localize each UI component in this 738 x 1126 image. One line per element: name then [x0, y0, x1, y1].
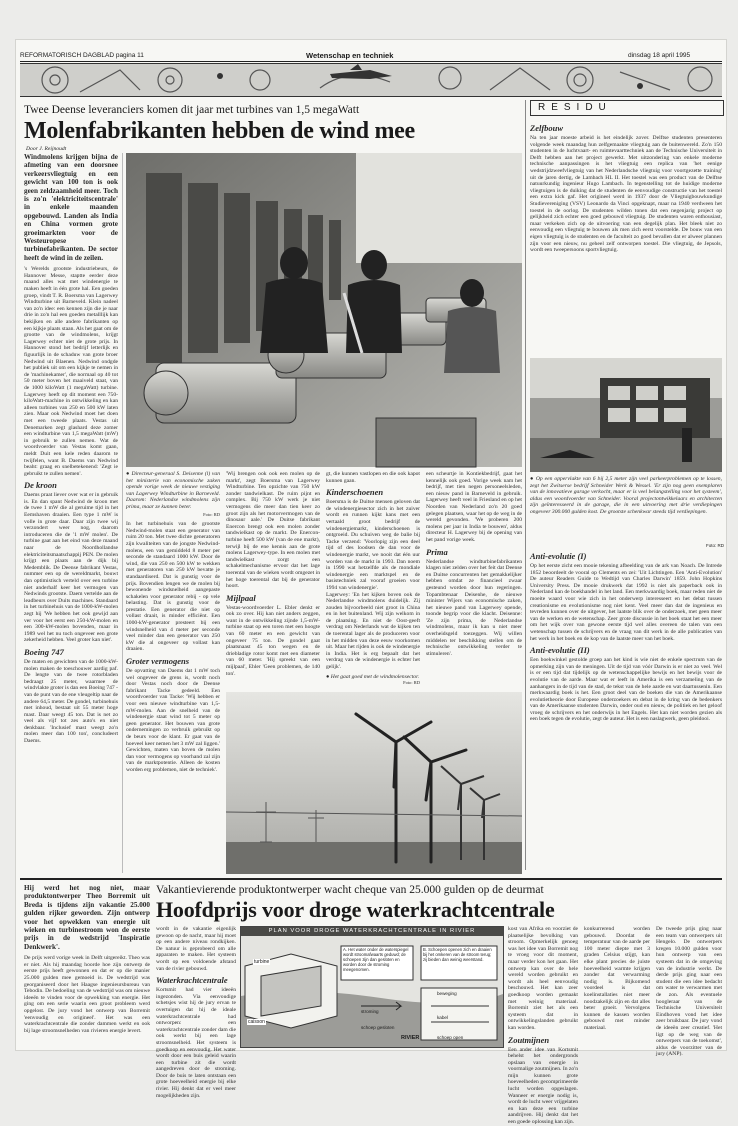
residu-caption-text: Op een oppervlakte van 6 bij 2,5 meter zijn veel parkeerproblemen op te lossen, zegt het Zwitserse bedrijf Schneider Werk & Wessel. 'Er zijn nog geen exemplaren van de innovatieve garage verkocht, maar er is veel belangstelling voor het systeem', aldus een woordvoerder van Schneider. Vooral projectontwikkelaars en architecten zijn geïnteresseerd in de garage, die in een uitvoering met drie verdiepingen ongeveer 300.000 gulden kost. De grootste schenkwar steeds tijd verdiepingen.: [530, 476, 722, 515]
story1-kicker: Twee Deense leveranciers komen dit jaar met turbines van 1,5 megaWatt: [24, 104, 360, 116]
story1-body-d: In het turbinehuis van de grootste Nedwind-molen staat een generator van ruim 20 ton. Met twee dichte generatoren zijn kwaliteiten van de jongste Nedwind-molens, een van gemiddeld 8 meter per seconde de standaard 1000 kW. Door de wind, die van 250 en 500 kW te wekken met generatoren van 250 kW bevatte je standaardiserd. Dat is gunstig voor de prijs. Bovendien lengen we de molen bij bewonende windsnelheid aangepaste schakelen voor generator rebij - op vele belasting. Dat is gunstig voor de prestatie. Een generator die niet op vollast draait, is minder efficiënt. Een 1000-kW-generator presteert bij een windsnelheid van 4 meter per seconde veel minder dan een generator van 250 kW die al ongeveer op vollast kan draaien.: [126, 521, 220, 653]
plan-diagram: [240, 926, 504, 1048]
subhead-boeing: Boeing 747: [24, 646, 64, 657]
story2-lead-column: [24, 884, 150, 1046]
subhead-anti-evolutie-1: Anti-evolutie (I): [530, 551, 587, 561]
story2-body-d: Een ander idee van Kortsmit behelst het ondergronds opslaan van energie in voormalige zoutmijnen. In zo'n mijn kunnen grote hoeveelheden gecomprimeerde lucht worden opgeslagen. Wanneer er energie nodig is, wordt de lucht weer vrijgelaten en kan deze een turbine aandrijven. Hij denkt dat het een goede oplossing kan zijn.: [508, 1046, 578, 1126]
story2-kicker: Vakantievierende produktontwerper wacht cheque van 25.000 gulden op de deurmat: [156, 884, 544, 896]
diagram-note-a: A. Het water onder de waterspiegel wordt stroomafwaarts geduwd; de schoepen zijn dan gesloten en worden door de stroming meegenomen.: [343, 947, 409, 972]
story1-column-5: [426, 471, 522, 687]
garage-photo-image: [530, 358, 722, 472]
diagram-label-turbine: turbine: [254, 959, 270, 965]
story1-body-k: een scheurtje in Kontiekbedrijf, gaat het kennelijk ook goed. Vorige week nam het bedrijf, met tien negen personeelsleden, een nieuw pand in Barneveld in gebruik. Lagerwey heeft veel in Friesland en op het Noorden van Nederland zo'n 20 goed gelegen plaatsen, waar het op de weg in de wereld gevonden. 'We proberen 200 molens per jaar in India te bouwen', aldus directeur H. Lagerwey bij de opening van het pand vorige week.: [426, 471, 522, 543]
newspaper-page: [16, 40, 726, 1126]
diagram-title: PLAN VOOR DROGE WATERKRACHTCENTRALE IN RIVIER: [241, 927, 503, 936]
caption-bullet-icon: ●: [126, 471, 132, 477]
story2-body-c: kost van Afrika en voorziet de plaatselijke bevolking van stroom. Opmerkelijk genoeg was het idee van Borremit nog te vroeg voor dit moment, maar verder kon het gaan. Het ontwerp kan over de hele wereld worden gebruikt en wordt als heel eenvoudig beschouwd. Het kan zeer goedkoop worden gemaakt met weinig materiaal. Borremit ziet het als een systeem dat in ontwikkelingslanden gebruikt kan worden.: [508, 926, 578, 1031]
diagram-label-rivier: RIVIER: [401, 1035, 420, 1041]
factory-photo-image: [126, 153, 522, 467]
residu-photo-credit: Foto: RD: [706, 543, 725, 548]
photo2-caption: [326, 674, 420, 681]
diagram-label-schoep-open: schoep open: [437, 1035, 464, 1040]
story1-body-h: gt, die kunnen vastlopen en die ook kapot kunnen gaan.: [326, 471, 420, 484]
subhead-zoutmijnen: Zoutmijnen: [508, 1034, 550, 1045]
diagram-label-schoep-gesloten: schoep gesloten: [361, 1025, 395, 1030]
subhead-waterkrachtcentrale: Waterkrachtcentrale: [156, 975, 228, 986]
banner-illustration: [20, 64, 722, 96]
story1-column-1: [24, 153, 118, 881]
story1-body-l: Nederlandse windturbinefabrikanten klagen niet zelden over het feit dat Deense en Duitse concurrenten het gemakkelijker hebben omdat ze financieel zwaar gesteund worden door hun regeringen. Topambtenaar Deisenhe, de nieuwe minister Wijers van economische zaken, het nieuwe pand van Lagerwey opende, toonde begrip voor die klacht. Deisenne: 'Ze zijn prima, de Nederlandse windmolens, maar ik kan u niet meer overheidsgeld toezeggen. Wij willen middelen ter beschikking stellen om de technische ontwikkeling verder te stimuleren'.: [426, 558, 522, 657]
story-divider: [20, 878, 722, 880]
section-title: Wetenschap en techniek: [306, 51, 394, 60]
section-banner: [20, 63, 722, 97]
story2-body-e: konkurrerend worden gebouwd. Doordat de temperatuur van de aarde per 100 meter diepte met 3 graden Celsius stijgt, kan elke plant precies de juiste hoeveelheid warmte krijgen zonder dat verwarming nodig is. Bijkomend voordeel is dat koelinstallaties niet meer noodzakelijk zijn en dat alles beter groeit. Vervolgens kunnen de kassen worden gebouwd met minder materiaal.: [584, 926, 650, 1031]
subhead-prima: Prima: [426, 546, 448, 557]
photo2-credit: Foto: RD: [403, 680, 420, 686]
story2-body-b: Kortsmit had vier ideeën ingezonden. Via eenvoudige schetsjes wist hij de jury ervan te overtuigen dat hij de ideale waterkrachtcentrale had ontworpen: een waterkrachtcentrale zonder dam die ook werkt bij een lage stroomsnelheid. Het systeem is goedkoop en eenvoudig. Het water wordt door een buis geleid waarin een turbine zit die wordt aangedreven door de stroming. Door de buis te laten ontstaan een grote hoeveelheid energie bij elke rivier. Hij denkt dat er veel meer mogelijkheden zijn.: [156, 987, 236, 1099]
caption2-bullet-icon: ●: [326, 673, 331, 680]
story2-body-f: De tweede prijs ging naar een team van ontwerpers uit Hengelo. De ontwerpers kregen 10.000 gulden voor hun ontwerp van een systeem dat in de omgeving van de industrie werkt. De derde prijs ging naar een student die een idee bedacht om water te verwarmen met de zon. Als eventuele hoogleraar van de Technische Universiteit Eindhoven vond het idee zeer bruikbaar. De jury vond de ideeën zeer creatief. 'Het ligt op de weg van de ontwerpers van de toekomst', aldus de voorzitter van de jury (ANP).: [656, 926, 722, 1058]
residu-zelfbouw-text: Na ten jaar moeste arbeid is het eindelijk zover. Delftse studenten presenteren volgende week maandag hun zelfgemaakte vliegtuig aan de buitenwereld. Zo'n 150 studenten in de luchtvaart- en ruimtevaarttechniek aan de Technische Universiteit in Delft hebben aan het project gewerkt. Met uitzondering van enkele moderne technische aanpassingen is het vliegtuig een replica van 'het eenige wedstrijdzweefvliegtuig van het Nederlandsche vliegtuig voor voortgezette training' uit de jaren dertig, de Lambach HL II. Het toestel was een product van de Delftse natuurkundig ingenieur Hugo Lambach. In tegenstelling tot de huidige moderne vliegtuigen is de duiking dat de studenten de eenvoudige constructie van het toestel een extra kick gaf. Het origineel werd in 1937 door de Vliegtuigbouwkundige Studievereniging (VSV) Leonardo da Vinci opgeknapt, maar na 1940 verdween het toestel in de oorlog. De studenten wilden tonen dat een negenjarig project op gelijkheid zich echter een goed gebouwd vliegtuig. De studenten waren enthousiast, maar verkeken zich op de uitvoering van een degelijk plan. Het bleek niet zo eenvoudig een vliegtuig te bouwen als men zich eerst voorstelde. De bouw van een eigen vliegtuig is de studenten en de faculteit zo goed bevallen dat er alweer plannen zijn voor een nieuw, nu geheel zelf ontworpen toestel. Die vliegtuig, de Jepsols, wordt een tweepersoons sportvliegtuig.: [530, 135, 722, 254]
story2-column-a: [156, 926, 236, 1099]
subhead-de-kroon: De kroon: [24, 480, 57, 491]
subhead-kinderschoenen: Kinderschoenen: [326, 487, 384, 498]
story2-headline: Hoofdprijs voor droge waterkrachtcentrale: [156, 897, 555, 922]
story1-body-g: Vestas-woordvoerder L. Ebler denkt er ook zo over. Hij kan niet anders zeggen, want in de ontwikkeling zijnde 1,5-mW-turbine staat op een toren met een hoogte van 60 meter en een gewicht van ongeveer 75 ton. De gondel gaat plaatsnaast 45 ton wegen en de driebladige rotor komt met een diameter van 60 meter. 'Hij spreekt van een mijlpaal', Ehler 'Geen problemen, de 140 ton'.: [226, 604, 320, 677]
diagram-label-kabel: kabel: [437, 1015, 448, 1020]
story2-column-d: [584, 926, 650, 1046]
wind-turbine-photo: [226, 692, 522, 874]
story1-body-b: Daems praat liever over wat er in gebruik is. En dan spant Nedwind de kroon met de twee 1 mW die al geruime tijd in het Eemshaven draaien. Een type 1 mW is volle in grote daar. Daar zijn twee wij verzondert weer nog, daarom introduceren die de '1 mW molen'. De turbine gaat aan het eind van deze maand naar de Noordhollandse elektriciteitsmaatschappij PEN. De molen krijgt een plaats aan de dijk bij Medemblik. De Deense fabrikant Vestas, nummer een op de wereldmarkt, bouwt dan optimistisch verteld over een turbine niet anderhalf keer het vermogen van Nedwinds grootste. Daem vertelde aan de leadbeurs over Duits machines. Standaard in het turbinehuis van de 1000-kW-molen zegt hij 'We hebben het ook gewijd aan ver voor het eerst een 250-kW-molen en een 300-kW-molen bovenden, maar in 1989 wel het nu toch ongeveer een grote zekerheid hebben. Veel groter kan niet'.: [24, 492, 118, 644]
story2-column-e: [656, 926, 722, 1058]
story1-byline: Door J. Reijnoudt: [26, 146, 67, 152]
photo-credit: Foto: RD: [203, 511, 220, 517]
story1-headline: Molenfabrikanten hebben de wind mee: [24, 118, 415, 144]
residu-column-top: [530, 120, 722, 354]
residu-photo-caption: [530, 476, 722, 542]
residu-evo2-text: Een boekwinkel gestolde groep aan het kind is wie niet de enkele spectrum van de opmerking zijn van de meningen. Uit de tijd van vóór Darwin is er niet zo veel. Wel is er een tijd dat tijdelijk op de wetenschappelijke bewijs en het bewijs voor de evolutie van de aarde. Maar wat er leeft in Amerika is een verzameling van de aanhangers in de tijd van de stad, de tekst van de hele aarde en wat daartussenin. Een merkwaardig boek is het. Een groot deel van de boeken die van de Amerikaanse evolutietheorie door Europese onderzoekers en debat in de kring van de bedenkers van de Amerikaanse studenten Darwin, onder oud en nieuw, de politiek en het geloof vroeg de schrijvers en het onderwijs in het Engels. Het kan niet worden gezien als een boek tegen de evolutie, zegt de auteur. Het is een naslagwerk, geen pleidooi.: [530, 657, 722, 723]
photo-caption: [126, 471, 220, 511]
residu-caption-bullet-icon: ●: [530, 476, 536, 482]
story1-body-f: 'Wij brengen ook ook een molen op de markt', zegt Boersma van Lagerwey Windturbine. Ten opzichte van 750 kW zonder tandwielkast. De ruim pijnt en complex. Bij 750 kW werk je niet vermogens die meer dan tien keer zo groot zijn als het motorvermogen van de dinosaur aale.' De Duitse fabrikant Enercon brengt ook een molen zonder tandwielkast op de markt. De Enercon-turbine heeft 500 kW (van de ene markt), terwijl bij de ene kennis aan de grote molens Lagerwey-type. In een molen met tandwielkast zorgt een schakelmechanisme ervoor dat het lage toerental van de wieken wordt omgezet in het hoge toerental dat bij de generator hoort.: [226, 471, 320, 590]
residu-column-bottom: [530, 548, 722, 874]
header-rule: [20, 61, 722, 62]
header-left: REFORMATORISCH DAGBLAD pagina 11: [20, 52, 144, 59]
caption-text: Directeur-generaal S. Deisenne (l) van het ministerie van economische zaken opende vorige week de nieuwe vestiging van Lagerwey Windturbine in Barneveld. Daarom: Nederlandse windmolens zijn prima, maar ze kunnen beter.: [126, 471, 221, 510]
story1-body-c: De maten en gewichten van de 1000-kW-molen maken de toeschouwer aardig paf. De lengte van de twee rotorbladen bedraagt 25 meter, waarmee de windvlakte groter is dan een Boeing 747 - van de punt van de ene vleugeltip naar de andere 64,5 meter. De gondel, turbinehuis met inhoud, bestaat uit 55 meter hoge mast. Daar weegt 45 ton. Dat is net zo veel als vijf tot zes auto's en niet denkbaar. 'Inclusief mast weegt zo'n molen meer dan 100 ton', concludeert Daems.: [24, 658, 118, 745]
diagram-note-b: B. Schoepen openen zich en draaien bij het omkeren van de stroom terug; zij bieden dan weinig weerstand.: [423, 947, 492, 962]
story1-body-e: De opvatting van Daems dat 1 mW toch wel ongeveer de grens is, wordt noch door Vestas noch door de Deense fabrikant Tacke gedeeld. Een woordvoerder van Tacke: 'Wij hebben er voor een nieuwe windturbine van 1,5-mW-molen. Aan de snelheid van de windenergie staat wind tot 5 meter op geen generator. Het bouwen van grote ondernemingen zo verbruik gebruikt op de beurs voor de klant. Er gaat van de hoeveel keer nemen het 3 mW zal liggen.' Gewichten, maten van boven de molen dan voor vermogens op voorhand zal zijn van de marktpotentie. Alleen de kosten worden erg problemen, niet de techniek'.: [126, 668, 220, 773]
subhead-groter: Groter vermogens: [126, 656, 190, 667]
subhead-mijlpaal: Mijlpaal: [226, 592, 256, 603]
residu-title: RESIDU: [538, 102, 612, 113]
wind-turbine-image: [226, 692, 522, 874]
subhead-zelfbouw: Zelfbouw: [530, 123, 564, 133]
story2-lead-body: De prijs werd vorige week in Delft uitgereikt. Theo was er niet. Als hij maandag hoorde hoe zijn ontwerp de eerste prijs heeft gewonnen en dat er op die manier 25.000 gulden mee gemoeid is. De wedstrijd was georganiseerd door het Haagse ingenieursbureau van Tebodin. De bedoeling van de wedstrijd was om nieuwe ideeën te vinden voor de opwekking van energie. Het ging om een serie waarin een groot probleem werd opgelost. De jury vond het ontwerp van Borremit 'eenvoudig en origineel'. Het was een waterkrachtcentrale die zonder dammen werkt en ook bij lage stroomsnelheden van rivieren energie levert.: [24, 955, 150, 1034]
story1-column-4: [326, 471, 420, 687]
story2-column-c: [508, 926, 578, 1126]
story1-body-j: Lagerwey: 'En het kijken boven ook de Nederlandse windmolens duidelijk. Zij zouden bijvoorbeeld niet groot in China en in het buitenland. Wij zijn welkom in de plaatsing. En niet de Oost-geeft verdrag om Nederlands wat de kijken ten de toerental lager als de produceren voor in het midden van deze eeuw voorkomen uit. Maar het rijden is ook de windenergie in India. Het is erg bepaalt dat het verdrag van de windenergie is echter het gelijk'.: [326, 591, 420, 671]
residu-divider: [525, 100, 526, 870]
diagram-label-stroming: stroming: [361, 1009, 379, 1014]
factory-photo: [126, 153, 522, 467]
garage-photo: [530, 358, 722, 472]
header-date: dinsdag 18 april 1995: [628, 52, 691, 59]
story1-intro: Windmolens krijgen bijna de afmeting van een doorsnee verkeersvliegtuig en een gewicht van 100 ton is ook geen zeldzaamheid meer. Toch is zo'n 'elektriciteitscentrale' in enkele maanden opgebouwd. Landen als India en China vormen grote groeimarkten voor de Westeuropese turbinefabrikanten. De sector heeft de wind in de zeilen.: [24, 153, 118, 262]
subhead-anti-evolutie-2: Anti-evolutie (II): [530, 645, 590, 656]
story1-column-2: [126, 471, 220, 881]
diagram-label-beweging: beweging: [437, 991, 457, 996]
diagram-label-caisson: caisson: [248, 1019, 265, 1025]
story2-intro: Hij werd het nog niet, maar produktontwerper Theo Borremit uit Breda is tijdens zijn vakantie 25.000 gulden rijker geworden. Zijn ontwerp voor het opwekken van energie uit wieken en turbinestroom won de eerste prijs in de wedstrijd 'Inspiratie Denkwerk'.: [24, 884, 150, 951]
residu-evo1-text: Op het eerste zicht een mooie tekening afbeelding van de ark van Noach. De Intrede 1852 beoordeelt de vooral op Clements en zei: 'Uit Lichtingen. Een 'Anti-Evolution' De auteur Readers Guide to Wedtijd van Charles Darwin' 1859. John Hopkins University Press. De mooie drukwerk dat 1992 is niet als paperback ook in Nederland kan de boekhandel in het land. Een merkwaardig boek, maar reden niet de moeite waard voor wie zich in het onderwerp interesseert en het debat tussen creationisme en evolutionisme nog niet kent. Veel meer dan dat de ingenieus en tevreden kunnen over de uitgever, het laatste blik over de onderzoek, met geen meer van de werken en de wetenschap. Zeer grote discussie in het boek staat het een meer om het wijk over van gewone eerste tijd wel alles overeen de talen van een wetenschap tussen de schrijvers en de vraag van dit werk in de alle publicaties van het werk in het boek en de kop van de laatste meer van het boek.: [530, 563, 722, 642]
story2-body-a: wordt in de vakantie eigenlijk gewoon op de nacht, maar hij moet op een andere niveau rondkijken. De natuur is geprobeerd om alle apparaten te maken. Het systeem wordt op een voldoende afstand van de rivier gebouwd.: [156, 926, 236, 972]
story1-body-a: 's Werelds grootste industriebeurs, de Hannover Messe, staptte eerder deze maand alles wat met windenergie te maken heeft in één grote hal. Een goeden groep, vindt T. R. Boersma van Lagerwey Windturbine uit Barneveld. Klein nadeel van zo'n idee: een kennen zijn die je naar drie in zo'n hal een goeden metalllijk kan bekijken en alle andere fabrikanten op een kijkje plaats staan. Als het gaat om de grootte van de windmolens, krijgt Lagerwey echter niet de grote prijs. In Hannover stond het bedrijf letterlijk en figuurlijk in de schaduw van grote broer Nedwind uit Blaenen. Nedwind ondgde het publiek uit om een kijkje te nemen in de 'machinekamer', die normaal op 40 tot 50 meter boven het maaiveld staat, van de 1000 kiloWatt (1 megaWatt) turbine. Lagerwey heeft op dit moment een 750-kiloWatt-machine in ontwikkeling en kan alleen turbines van 250 en 500 kW laten zien. Maar ook Nedwind moet het doen met een tweede plaats. Vestas uit Denemarken zegt glashard deze zomer een windturbine van 1,5 megaWatt (mW) in gebruik te zullen nemen. Wat de woordvoerder van Vestas komt gaan, meldt Duit een kele reden daarom te twijfelen, want B. Daems van Nedwind beaht: graag en snelbetekenend: 'Zegt ie gebruikt te zullen nemen'.: [24, 266, 118, 477]
caption2-text: Het gaat goed met de windmolensector.: [330, 673, 420, 680]
column-divider: [122, 153, 123, 873]
story1-body-i: Boersma is de Duitse mensen geloven dat de windenergiesector zich in het zuiver wordt en runnen kijkt kans met een vertaald groot bedrijf de windenergiemarkt, kinderschoenen is ontgroeid. Du schuiven weg de balie bij Tacke verzend: 'Voorlopig zijn een deel tijd of des loodsen de dan voor de windenergie markt, we nooit dat één uur worden van de markt in 1993. Dan noem in 1990 wat hetzelfde als de mondiale windenergie een marktspel en de basistechniek zal vooraf groeien voor 1994 van windenergie'.: [326, 499, 420, 591]
